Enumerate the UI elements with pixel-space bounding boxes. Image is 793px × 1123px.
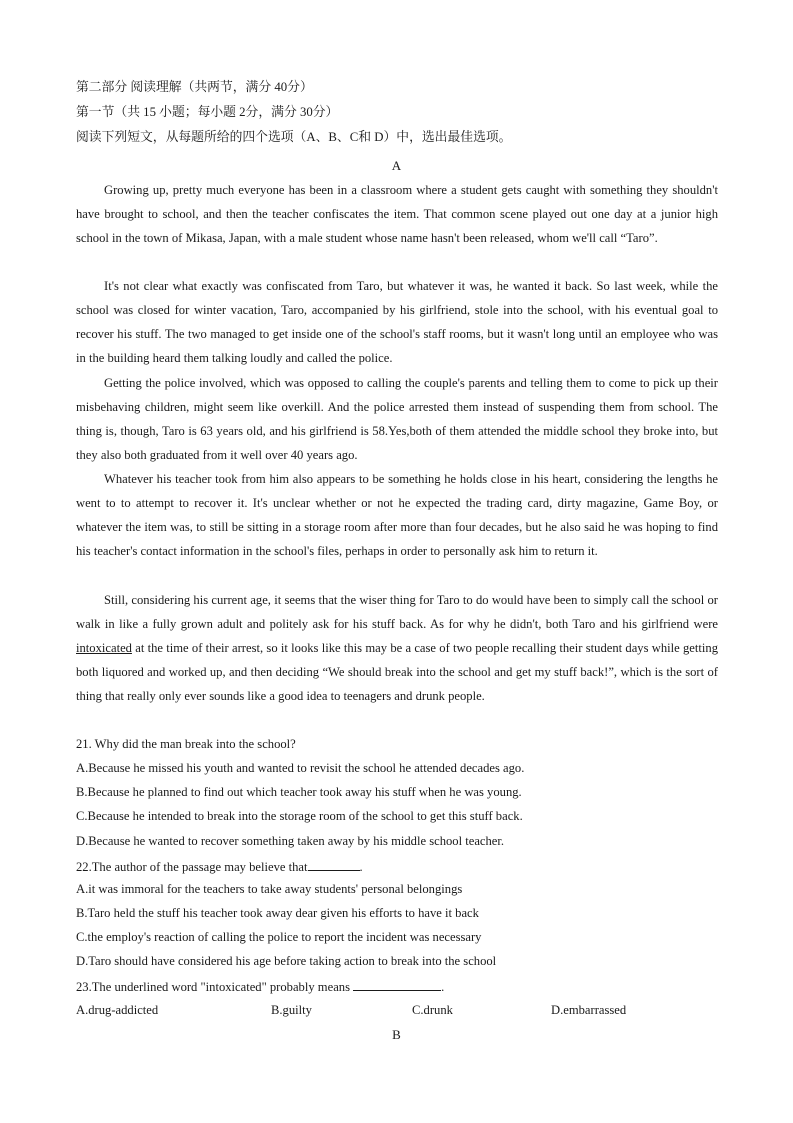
- underlined-word: intoxicated: [76, 641, 132, 656]
- section-heading: 第一节（共 15 小题；每小题 2分，满分 30分）: [76, 105, 339, 119]
- question-23-stem-end: .: [441, 980, 445, 994]
- question-21-option-c: C.Because he intended to break into the storage room of the school to get this stuff back.: [76, 809, 523, 823]
- question-22-option-d: D.Taro should have considered his age before taking action to break into the school: [76, 954, 497, 968]
- question-23-stem-text: 23.The underlined word "intoxicated" probably means: [76, 980, 350, 994]
- question-22-option-b: B.Taro held the stuff his teacher took away dear given his efforts to have it back: [76, 906, 479, 920]
- instruction-text: 阅读下列短文，从每题所给的四个选项（A、B、C和 D）中，选出最佳选项。: [76, 130, 512, 144]
- question-23-option-b: B.guilty: [271, 1003, 312, 1017]
- question-21-option-b: B.Because he planned to find out which teacher took away his stuff when he was young.: [76, 785, 522, 799]
- question-22-option-a: A.it was immoral for the teachers to take away students' personal belongings: [76, 882, 463, 896]
- question-23-option-d: D.embarrassed: [551, 1003, 627, 1017]
- question-22-stem-text: 22.The author of the passage may believe that: [76, 860, 308, 874]
- question-21-option-d: D.Because he wanted to recover something taken away by his middle school teacher.: [76, 834, 505, 848]
- question-23-stem: [76, 978, 444, 995]
- passage-a-letter: A: [391, 158, 402, 173]
- passage-a-paragraph-1: Growing up, pretty much everyone has been in a classroom where a student gets caught with something they shouldn't have brought to school, and then the teacher confiscates the item. That common scene played out one day at a junior high school in the town of Mikasa, Japan, with a male student whose name hasn't been released, whom we'll call “Taro”.: [76, 183, 718, 246]
- question-22-stem: [76, 858, 363, 875]
- answer-blank: [308, 858, 360, 871]
- question-23-option-c: C.drunk: [412, 1003, 453, 1017]
- paragraph-5-text-after: at the time of their arrest, so it looks like this may be a case of two people recalling their student days while getting both liquored and worked up, and then deciding “We should break into the school and get my stuff back!”, which is the sort of thing that really only ever sounds like a good idea to teenagers and drunk people.: [76, 641, 718, 704]
- paragraph-5-text-before: Still, considering his current age, it seems that the wiser thing for Taro to do would have been to simply call the school or walk in like a fully grown adult and politely ask for his stuff back. As for why he didn't, both Taro and his girlfriend were: [76, 593, 718, 632]
- question-21-stem: 21. Why did the man break into the school?: [76, 737, 296, 751]
- question-22-stem-end: .: [359, 860, 363, 874]
- passage-a-paragraph-5: [76, 588, 718, 708]
- answer-blank: [353, 978, 441, 991]
- passage-a-paragraph-4: Whatever his teacher took from him also appears to be something he holds close in his heart, considering the lengths he went to to attempt to recover it. It's unclear whether or not he expected the trading card, dirty magazine, Game Boy, or whatever the item was, to still be sitting in a storage room after more than four decades, but he also said he was hoping to find his teacher's contact information in the school's files, perhaps in order to personally ask him to return it.: [76, 472, 718, 559]
- question-21-option-a: A.Because he missed his youth and wanted to revisit the school he attended decades ago.: [76, 761, 525, 775]
- passage-b-letter: B: [392, 1027, 401, 1042]
- question-22-option-c: C.the employ's reaction of calling the police to report the incident was necessary: [76, 930, 482, 944]
- part-heading: 第二部分 阅读理解（共两节，满分 40分）: [76, 80, 313, 94]
- passage-a-paragraph-2: It's not clear what exactly was confiscated from Taro, but whatever it was, he wanted it back. So last week, while the school was closed for winter vacation, Taro, accompanied by his girlfriend, stole into the school, with his eventual goal to recover his stuff. The two managed to get inside one of the school's staff rooms, but it wasn't long until an employee who was in the building heard them talking loudly and called the police.: [76, 279, 718, 366]
- question-23-option-a: A.drug-addicted: [76, 1003, 159, 1017]
- passage-a-paragraph-3: Getting the police involved, which was opposed to calling the couple's parents and telling them to come to pick up their misbehaving children, might seem like overkill. And the police arrested them instead of suspending them from school. The thing is, though, Taro is 63 years old, and his girlfriend is 58.Yes,both of them attended the middle school they broke into, but they also both graduated from it well over 40 years ago.: [76, 376, 718, 463]
